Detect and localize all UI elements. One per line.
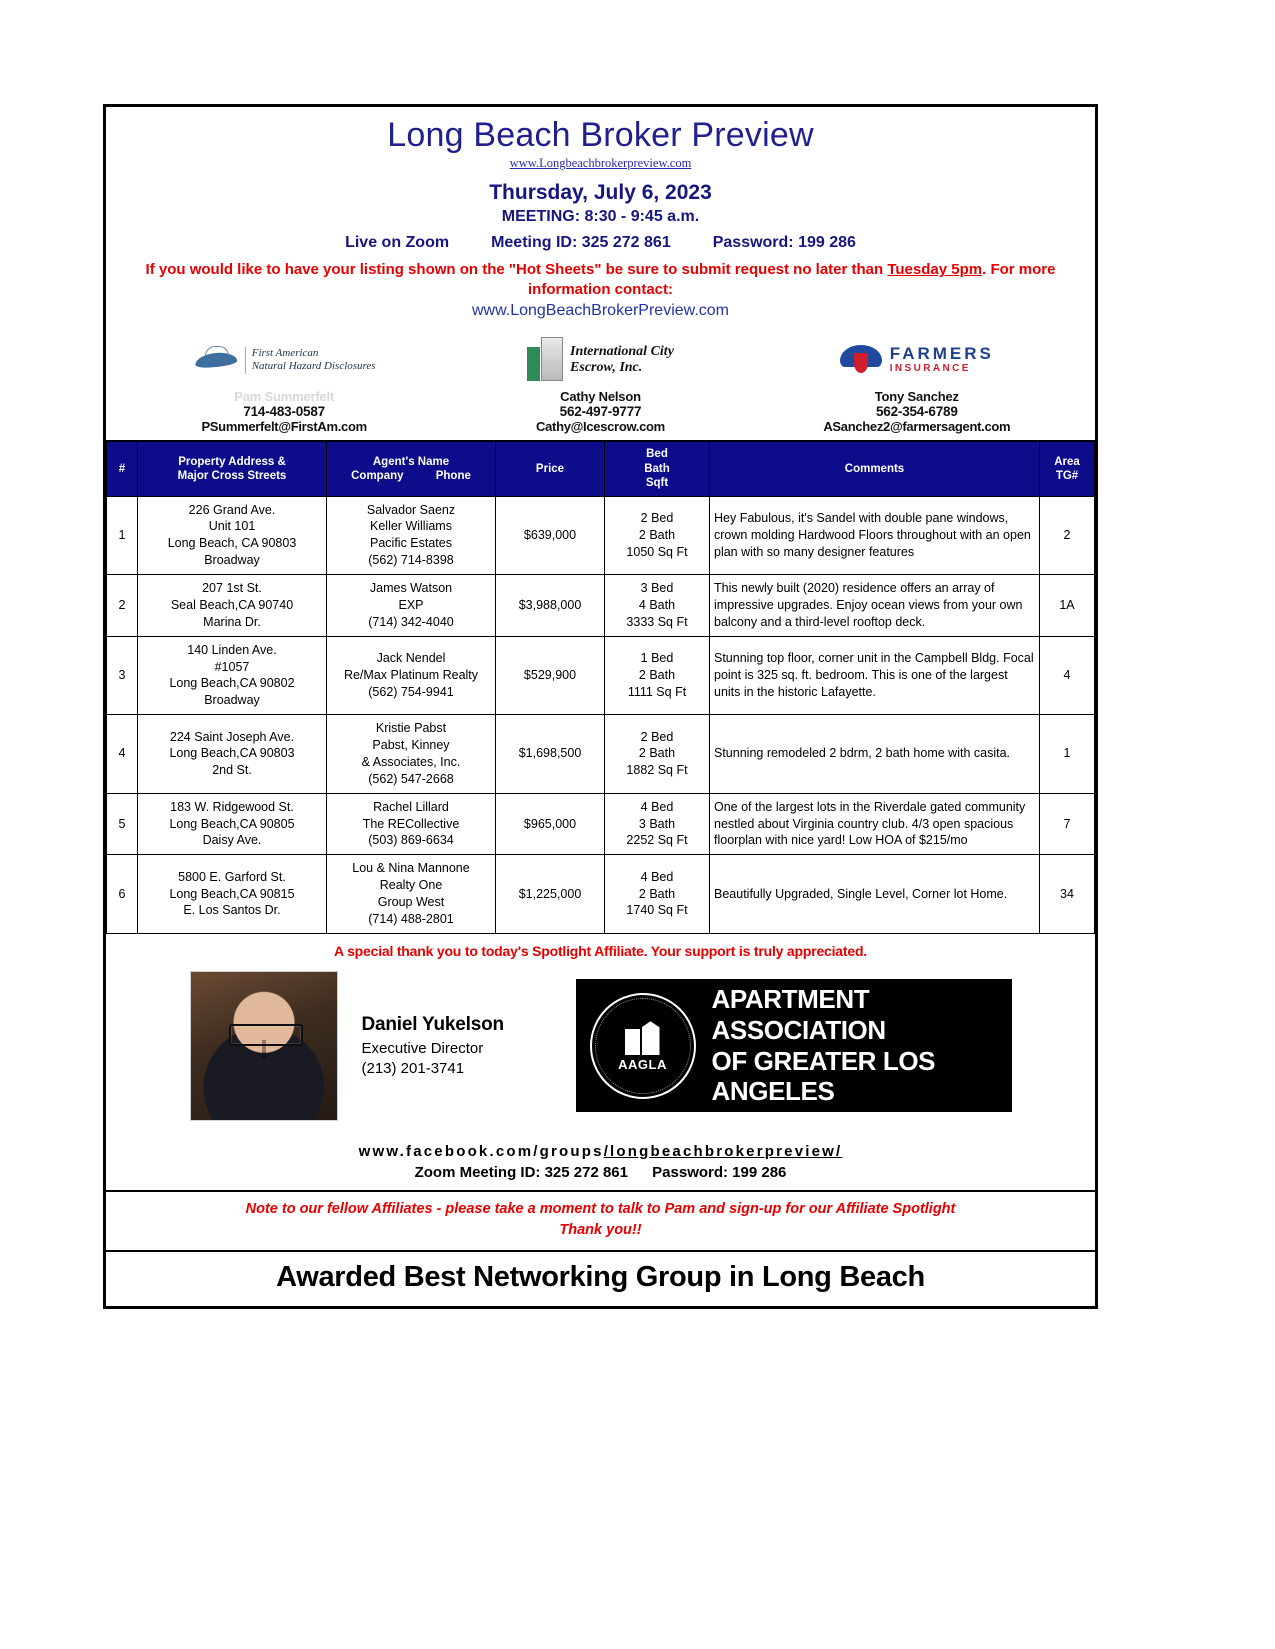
header-bath: Bath [644,462,670,475]
affiliate-note-line1: Note to our fellow Affiliates - please take a moment to talk to Pam and sign-up for our Affiliate Spotlight [245,1200,956,1217]
cell-price: $639,000 [496,496,605,575]
table-row [107,715,1095,794]
listings-table-header [107,441,1095,496]
cell-comments: One of the largest lots in the Riverdale gated community nestled about Virginia country club. 4/3 open spacious floorplan with nice yard! Low HOA of $215/mo [710,793,1040,855]
cell-area: 7 [1040,793,1095,855]
header-agent-line1: Agent's Name [372,455,450,468]
cell-number: 6 [107,855,138,934]
cell-comments: Stunning remodeled 2 bdrm, 2 bath home with casita. [710,715,1040,794]
spotlight-row [106,965,1095,1135]
sponsor-strip [106,332,1095,440]
meeting-date: Thursday, July 6, 2023 [489,181,712,205]
aagla-abbreviation: AAGLA [618,1057,667,1073]
header-comments: Comments [710,441,1040,496]
aagla-seal-icon [590,993,696,1099]
flyer-frame [103,104,1098,1309]
cell-number: 5 [107,793,138,855]
zoom-info-row [116,234,1085,252]
cell-address: 140 Linden Ave. #1057 Long Beach,CA 90802 Broadway [138,636,327,715]
header-agent-phone: Phone [435,469,471,482]
cell-area: 1 [1040,715,1095,794]
cell-address: 226 Grand Ave. Unit 101 Long Beach, CA 90803 Broadway [138,496,327,575]
footer-zoom-password: Password: 199 286 [652,1163,787,1181]
contact-website[interactable]: www.LongBeachBrokerPreview.com [471,302,729,320]
cell-comments: This newly built (2020) residence offers an array of impressive upgrades. Enjoy ocean views from your own balcony and a third-level rooftop deck. [710,575,1040,637]
building-icon [527,339,563,381]
cell-comments: Stunning top floor, corner unit in the Campbell Bldg. Focal point is 325 sq. ft. bedroom. This is one of the largest units in the historic Lafayette. [710,636,1040,715]
sponsor-first-american [137,336,431,434]
buildings-icon [623,1019,663,1055]
header-agent [327,441,496,496]
notice-deadline: Tuesday 5pm [887,261,983,279]
cell-bed-bath-sqft: 3 Bed 4 Bath 3333 Sq Ft [605,575,710,637]
sponsor-email[interactable]: ASanchez2@farmersagent.com [823,419,1011,435]
first-american-logo-line2: Natural Hazard Disclosures [251,360,376,373]
sponsor-farmers-insurance [770,336,1064,434]
sponsor-email[interactable]: Cathy@Icescrow.com [536,419,665,435]
table-row [107,855,1095,934]
table-row [107,793,1095,855]
farmers-logo-line1: FARMERS [889,343,994,363]
header-address [138,441,327,496]
meeting-time: MEETING: 8:30 - 9:45 a.m. [501,208,700,226]
farmers-logo-line2: INSURANCE [889,362,971,374]
cell-area: 2 [1040,496,1095,575]
cell-area: 1A [1040,575,1095,637]
cell-number: 4 [107,715,138,794]
footer-zoom-meeting-id: Zoom Meeting ID: 325 272 861 [414,1163,628,1181]
cell-bed-bath-sqft: 1 Bed 2 Bath 1111 Sq Ft [605,636,710,715]
zoom-meeting-id: Meeting ID: 325 272 861 [491,234,671,252]
cell-address: 224 Saint Joseph Ave. Long Beach,CA 90803 2nd St. [138,715,327,794]
cell-area: 34 [1040,855,1095,934]
cell-comments: Beautifully Upgraded, Single Level, Corner lot Home. [710,855,1040,934]
cell-price: $1,225,000 [496,855,605,934]
table-row [107,575,1095,637]
flyer-header [106,107,1095,332]
listings-table-body [107,496,1095,933]
header-area [1040,441,1095,496]
cell-bed-bath-sqft: 2 Bed 2 Bath 1882 Sq Ft [605,715,710,794]
spotlight-thanks: A special thank you to today's Spotlight Affiliate. Your support is truly appreciated. [334,942,867,959]
facebook-group: /longbeachbrokerpreview/ [603,1142,843,1160]
spotlight-role: Executive Director [361,1040,484,1058]
cell-price: $1,698,500 [496,715,605,794]
sponsor-phone: 562-497-9777 [559,404,642,420]
sponsor-email[interactable]: PSummerfelt@FirstAm.com [201,419,367,435]
header-bed-bath-sqft [605,441,710,496]
farmers-insurance-logo [770,336,1064,384]
table-row [107,496,1095,575]
sponsor-international-city-escrow [453,336,747,434]
sponsor-phone: 714-483-0587 [243,404,325,420]
header-sqft: Sqft [645,477,669,490]
spotlight-name: Daniel Yukelson [361,1014,504,1036]
notice-text-post: . For more information contact: [528,261,1056,298]
affiliate-note-line2: Thank you!! [559,1221,642,1238]
zoom-password: Password: 199 286 [712,234,856,252]
hot-sheets-notice [138,260,1063,299]
international-city-escrow-logo [453,336,747,384]
header-area-line2: TG# [1055,469,1079,482]
cell-address: 5800 E. Garford St. Long Beach,CA 90815 E. Los Santos Dr. [138,855,327,934]
sponsor-name: Cathy Nelson [560,389,641,405]
sponsor-name: Tony Sanchez [874,389,959,405]
sponsor-name: Pam Summerfelt [234,389,335,405]
aagla-line2: OF GREATER LOS ANGELES [711,1045,936,1107]
table-header-row [107,441,1095,496]
page-title: Long Beach Broker Preview [387,116,814,154]
header-agent-company: Company [351,469,404,482]
shield-icon [840,343,882,377]
facebook-link[interactable] [106,1135,1095,1162]
cell-agent: James Watson EXP (714) 342-4040 [327,575,496,637]
facebook-prefix: www.facebook.com/groups [358,1142,604,1160]
table-row [107,636,1095,715]
cell-bed-bath-sqft: 2 Bed 2 Bath 1050 Sq Ft [605,496,710,575]
cell-price: $965,000 [496,793,605,855]
first-american-logo [137,336,431,384]
eagle-icon [193,345,239,375]
aagla-wordmark [712,984,1012,1107]
cell-agent: Kristie Pabst Pabst, Kinney & Associates, Inc. (562) 547-2668 [327,715,496,794]
header-area-line1: Area [1054,455,1080,468]
aagla-logo [576,979,1012,1112]
cell-area: 4 [1040,636,1095,715]
live-on-zoom-label: Live on Zoom [345,234,450,252]
cell-number: 3 [107,636,138,715]
listings-table [106,440,1095,933]
cell-agent: Rachel Lillard The RECollective (503) 869-6634 [327,793,496,855]
cell-agent: Lou & Nina Mannone Realty One Group West (714) 488-2801 [327,855,496,934]
ice-logo-line1: International City [570,344,674,360]
header-number: # [107,441,138,496]
cell-bed-bath-sqft: 4 Bed 3 Bath 2252 Sq Ft [605,793,710,855]
cell-agent: Salvador Saenz Keller Williams Pacific Estates (562) 714-8398 [327,496,496,575]
cell-price: $3,988,000 [496,575,605,637]
spotlight-headshot [190,971,338,1121]
cell-address: 183 W. Ridgewood St. Long Beach,CA 90805 Daisy Ave. [138,793,327,855]
header-address-line2: Major Cross Streets [177,469,287,482]
cell-address: 207 1st St. Seal Beach,CA 90740 Marina Dr. [138,575,327,637]
website-link[interactable]: www.Longbeachbrokerpreview.com [509,156,692,171]
cell-agent: Jack Nendel Re/Max Platinum Realty (562) 754-9941 [327,636,496,715]
sponsor-phone: 562-354-6789 [875,404,958,420]
header-bed: Bed [646,448,668,461]
aagla-line1: APARTMENT ASSOCIATION [711,984,886,1046]
cell-number: 1 [107,496,138,575]
spotlight-phone: (213) 201-3741 [361,1060,465,1078]
cell-bed-bath-sqft: 4 Bed 2 Bath 1740 Sq Ft [605,855,710,934]
cell-price: $529,900 [496,636,605,715]
header-price: Price [496,441,605,496]
award-banner: Awarded Best Networking Group in Long Beach [106,1250,1095,1306]
footer-zoom-info [106,1162,1095,1190]
spotlight-info [362,1014,552,1077]
affiliate-note [106,1190,1095,1250]
first-american-logo-line1: First American [251,346,319,359]
cell-number: 2 [107,575,138,637]
cell-comments: Hey Fabulous, it's Sandel with double pane windows, crown molding Hardwood Floors throughout with an open plan with so many designer features [710,496,1040,575]
ice-logo-line2: Escrow, Inc. [570,360,643,376]
notice-text-pre: If you would like to have your listing shown on the "Hot Sheets" be sure to submit request no later than [145,261,888,279]
header-address-line1: Property Address & [178,455,286,468]
